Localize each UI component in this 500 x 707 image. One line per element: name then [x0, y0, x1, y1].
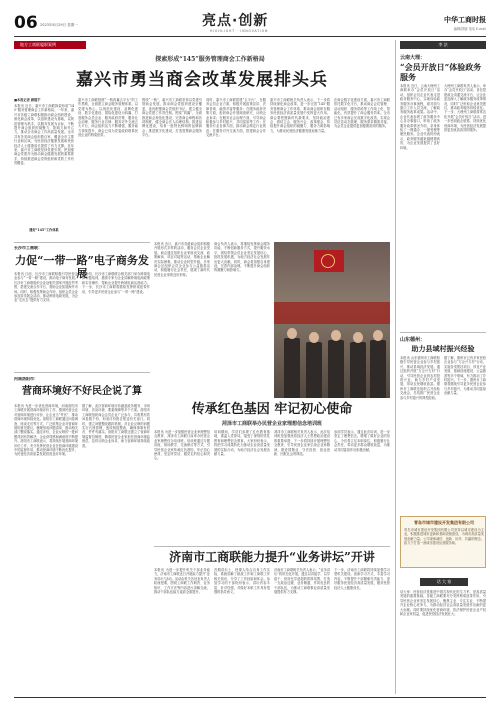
section-title: 亮点·创新: [202, 13, 269, 29]
bottom-right-body: 话大家：民营经济是推进中国式现代化的生力军，是高质量发展的重要基础。各级工商联要充分发挥桥梁纽带作用，引导民营企业家坚定发展信心，聚焦主业、专注实业，不断提升企业核心竞争力，为推动经济社会高质量发展作出新的更大贡献。同时要持续优化营商环境，依法保护民营企业产权和企业家权益，促进民营经济发展壮大。: [400, 590, 486, 617]
right-kicker: 云南大理：: [400, 55, 426, 61]
right-article2-body-col2: 据了解，德州市已有多家民营企业参与“万企兴万村”行动，实施各类帮扶项目，涉及产业发展、基础设施建设、公益慈善等多个领域，有力推动了乡村振兴。下一步，德州市工商联将继续引导更多民营企业参与乡村振兴，为推动共同富裕贡献力量。: [444, 356, 486, 396]
center-body-col2: 商会负责人表示，将继续发挥商会服务功能，不断创新服务方式，提升服务水平，团结带领会员企业坚定发展信心，抢抓发展机遇，为地方经济社会发展作出更大贡献。同时，商会将加强自身建设，完善内部治理，不断提升商会组织的凝聚力和影响力。: [214, 242, 270, 273]
feature-body-col5: 嘉兴市工商联相关负责人表示，下一步将持续深化商会改革，进一步完善“145”服务管理商会工作体系，推动商会组织在服务民营经济高质量发展中发挥更大作用。商会要把握新时代新要求，坚持政治建会、团结立会、服务兴会、改革强会，持续提升商会组织的凝聚力、服务力和影响力，为推动民营经济健康发展贡献力量。: [270, 98, 330, 133]
henan-body-col1: 本报讯 为进一步优化营商环境，河南洛阳市工商联开展营商环境评价工作，邀请民营企业对营商环境进行评价，让企业当“考官”，推动营商环境持续优化。洛阳市工商联通过问卷调查、座谈走访等方式，广泛收集企业对营商环境的意见建议，梳理形成问题清单，推动相关部门整改落实。通过评价，企业反映的一批问题得到有效解决，企业获得感和满意度不断提升。洛阳市工商联表示，将持续开展营商环境评价工作，充分发挥民营企业在营商环境建设中的监督作用，推动营商环境不断优化提升，为民营经济高质量发展营造良好环境。: [14, 404, 78, 457]
editor-line: 编辑/排版 电话 E-mail: [453, 27, 486, 31]
right-body-col1: 本报讯 近日，云南大理州工商联举办“会员开放日”活动，组织会员企业代表走进政务服务中心，实地体验政务服务办事流程，面对面与窗口工作人员交流，了解政务服务改革成果。活动中，企业代表参观了政务服务中心各办事窗口，听取了政务服务改革情况介绍，亲身体验了一网通办、一窗受理等便民服务。企业代表纷纷表示，政务服务越来越便捷高效，为企业发展提供了良好环境。: [400, 84, 440, 150]
right-article2-region: 山东德州：: [400, 337, 426, 343]
right-body-col2: 大理州工商联负责人表示，举办“会员开放日”活动，旨在搭建政企沟通交流平台，让企业更加深入了解政务服务改革情况，同时广泛听取企业意见建议，推动政务服务持续优化。下一步，大理州工商联将常态化开展“会员开放日”活动，进一步密切政企联系，持续优化营商环境，为民营经济发展提供更加优质高效的服务。: [444, 84, 486, 133]
right-article2-headline: 助力县域村振兴经验: [411, 344, 475, 353]
right-headline: “会员开放日”体验政务服务: [400, 62, 482, 82]
feature-byline: ■本报记者 顾继宇: [14, 98, 41, 102]
photo-article-subhead: 菏泽市工商联举办民营企业家理想信念培训班: [221, 421, 322, 427]
photo-article-body-col1: 本报讯 为进一步加强民营企业家理想信念教育，菏泽市工商联日前举办民营企业家理想信念培训班。培训班通过专题讲座、现场教学、交流研讨等方式，引导民营企业家传承红色基因，牢记初心使命，坚定听党话、跟党走的信心和决心。: [154, 430, 210, 461]
feature-body-col6: 在商会数字化建设方面，嘉兴市工商联依托数字化平台，推动商会会员管理、活动组织、服务供给等工作线上化、智能化，有效提升了商会服务效率。全市已有多家商会完成数字化改造，实现会员信息动态管理，服务需求精准对接，为会员企业提供更加便捷高效的服务。: [334, 98, 390, 129]
feature-body-col3: 围绕“一核”，嘉兴市工商联坚持以党建引领商会发展，推动商会党组织建设全覆盖，选优配强商会党组织书记，建立健全商会党建工作责任制。围绕“四翼”，全面推进商会规范化建设，完善商会章程和各项制度，健全商会法人治理结构；推进品牌化建设，培育一批特色鲜明的品牌商会；推进数字化建设，打造智慧商会服务平台。: [142, 98, 202, 138]
feature-body-col2: 嘉兴市工商联按照“一核四翼五平台”的工作思路，全面建立商会服务管理体系。以党建为核心，以规范化建设、品牌化建设、数字化建设、国际化建设为四翼，打造服务会员企业、服务政府决策、服务社会治理、服务行业自律、服务对外交流五大平台，商会组织活力不断增强，服务能力持续提升，商会已成为党委政府联系民营企业的桥梁纽带。: [78, 98, 138, 138]
feature-body-col1: 本报讯 近日，嘉兴市工商联探索形成“145”服务管理商会工作新格局。一年来，嘉兴市各级工商联积极推动商会组织建设，深化商会改革，以组织建设为基础，以规范管理为抓手，以服务发展为目标，不断提升商会组织的凝聚力、影响力和号召力，推动全市商会工作高质量发展。全市共有各类商会组织数百家，覆盖全市主要行业和区域，为民营经济健康发展和民营经济人士健康成长提供了有力支撑。近年来，嘉兴市工商联坚持党建引领，把加强商会党建作为推动商会健康发展的重要抓手，持续推进商会党的组织和党的工作有效覆盖。: [14, 104, 74, 166]
feature-kicker: 探索形成“145”服务管理商会工作新格局: [155, 56, 265, 63]
banner-label: 地方工商联履职案例: [20, 42, 56, 47]
feature-headline: 嘉兴市勇当商会改革发展排头兵: [76, 70, 328, 90]
feature-body-col4: 同时，嘉兴市工商联搭建“五平台”，在服务会员企业方面，积极开展政策宣讲、法律咨询、融资对接等服务；在服务政府决策方面，组织商会开展调查研究，反映企业诉求；在服务社会治理方面，引导商会积极参与乡村振兴、共同富裕等工作；在服务行业自律方面，推动商会制定行业规范；在服务对外交流方面，搭建商会合作交流平台。: [206, 98, 266, 138]
changsha-region: 长沙市工商联：: [14, 246, 42, 250]
changsha-body-col1: 本报讯 日前，长沙市工商联积极引导民营企业参与“一带一路”建设，推动电子商务发展。长沙市工商联组织企业赴相关国家开展经贸考察，搭建交流合作平台，帮助企业拓展海外市场。同时，积极发挥商会作用，组织会员企业参加各类展会活动，推动跨境电商发展，为企业“走出去”提供有力支持。: [14, 272, 78, 303]
jinan-headline: 济南市工商联能力提升“业务讲坛”开讲: [169, 550, 375, 564]
jinan-body-col4: 下一步，济南市工商联将持续加强学习型机关建设，创新学习方式，丰富学习内容，不断提升干部履职尽责能力，更好服务民营经济高质量发展，服务民营经济人士健康成长。: [334, 568, 390, 590]
photo-article-body-col3: 菏泽市工商联相关负责人表示，此次培训班是加强民营经济人士思想政治建设的重要举措，下一步将持续开展理想信念教育，引导民营企业家弘扬企业家精神，做爱国敬业、守法经营、创业创新、回报社会的典范。: [274, 430, 330, 457]
henan-headline: 营商环境好不好民企说了算: [22, 386, 142, 397]
changsha-body-col2: 据介绍，长沙市工商联联合相关部门举办跨境电商专题培训，邀请专家为企业讲解跨境电商政策和实务操作，帮助企业提升跨境电商运营能力。下一步，长沙市工商联将继续发挥桥梁纽带作用，引导更多民营企业参与“一带一路”建设。: [82, 272, 150, 294]
photo-article-body-col2: 培训期间，学员们参观了红色教育基地，重温入党誓词，接受了深刻的党性教育和理想信念教育。大家纷纷表示，将把学习成果转化为推动企业高质量发展的实际行动，为地方经济社会发展贡献力量。: [214, 430, 270, 457]
section-subtitle: HIGHLIGHT · INNOVATION: [210, 29, 269, 33]
section-banner: [14, 41, 86, 49]
jinan-body-col3: 济南市工商联相关负责人表示，“业务讲坛”将常态化开展，通过以讲促学、以学促干，营造比学赶超的浓厚氛围，打造一支政治过硬、业务精通、作风优良的干部队伍，为推动工商联事业高质量发展提供有力支撑。: [274, 568, 330, 595]
bottom-right-tag: 话 大 家: [420, 578, 468, 586]
photo-article-body-col4: 参训学员表示，通过此次培训，进一步坚定了理想信念，增强了做好企业的信心。今后将立足本职岗位，积极履行社会责任，带动更多群众增收致富，为推动共同富裕作出积极贡献。: [334, 430, 390, 452]
date-line: 2023年8月29日 星期一: [40, 23, 78, 27]
center-body-col1: 本报讯 近日，嘉兴市各级商会组织积极开展形式多样的活动，服务会员企业发展。商会通过组织企业家座谈交流、政策解读、项目对接等活动，帮助企业解决实际困难，推动企业转型升级。多家商会还组织会员企业参与公益慈善活动，积极履行社会责任，展现了新时代民营企业家的良好形象。: [154, 242, 210, 277]
jinan-body-col1: 本报讯 为进一步提升机关干部业务能力，济南市工商联近日开展能力提升“业务讲坛”活动。活动由机关各处室负责人轮流授课，围绕工商联工作职责、业务知识、工作方法等内容进行讲解交流，推动干部队伍能力素质全面提升。: [154, 568, 210, 595]
ad-body: 青岛市城市建设开发集团有限公司坚持以城市建设为主业，积极推进城市更新和基础设施建设，为城市高质量发展贡献力量。公司秉承诚信、创新、协作、共赢的理念，致力于打造一流城市建设运营服务商。: [404, 528, 484, 546]
feature-subhead: 建好“145”工作体系: [14, 228, 74, 234]
news-photo: [274, 242, 390, 398]
masthead: [14, 14, 486, 34]
page-number: 06: [14, 13, 38, 33]
masthead-rule: [14, 36, 486, 37]
henan-region: 河南洛阳市：: [14, 377, 38, 381]
changsha-headline: 力促“一带一路”电子商务发展: [15, 254, 149, 280]
right-column-tag: 李 法: [400, 41, 486, 49]
jinan-body-col2: 首期讲坛上，授课人结合自身工作实际，系统讲解了统战工作和工商联工作相关知识，分享了工作经验和体会。参加学习的干部纷纷表示，讲坛内容丰富、针对性强，对做好本职工作具有很强的指导意义。: [214, 568, 270, 595]
right-article2-body-col1: 本报讯 山东德州市工商联积极引导民营企业参与乡村振兴，推动县域经济发展。通过组织开展“万企兴万村”行动，引导民营企业到农村投资兴业，助力乡村产业发展，带动农民增收致富。德州市工商联还组织召开经验交流会，总结推广民营企业参与乡村振兴的典型经验。: [400, 356, 440, 400]
henan-body-col2: 据了解，此次营商环境评价涵盖政务服务、市场环境、法治环境、要素保障等多个方面。洛阳市工商联组织商会会员企业广泛参与，共收集有效问卷数千份，形成评价报告报送有关部门。同时，建立问题整改跟踪机制，对企业反映的问题实行台账管理，逐项督促整改，确保事事有回音、件件有落实。洛阳市工商联还建立了营商环境监督员制度，聘请民营企业家担任营商环境监督员，及时反映企业诉求，助力营商环境持续改善。: [82, 404, 150, 448]
paper-name: 中华工商时报: [444, 16, 486, 24]
photo-article-headline: 传承红色基因 牢记初心使命: [191, 402, 353, 417]
ad-title: 青岛市城市建设开发集团有限公司: [414, 520, 474, 525]
ad-box: [400, 516, 486, 568]
